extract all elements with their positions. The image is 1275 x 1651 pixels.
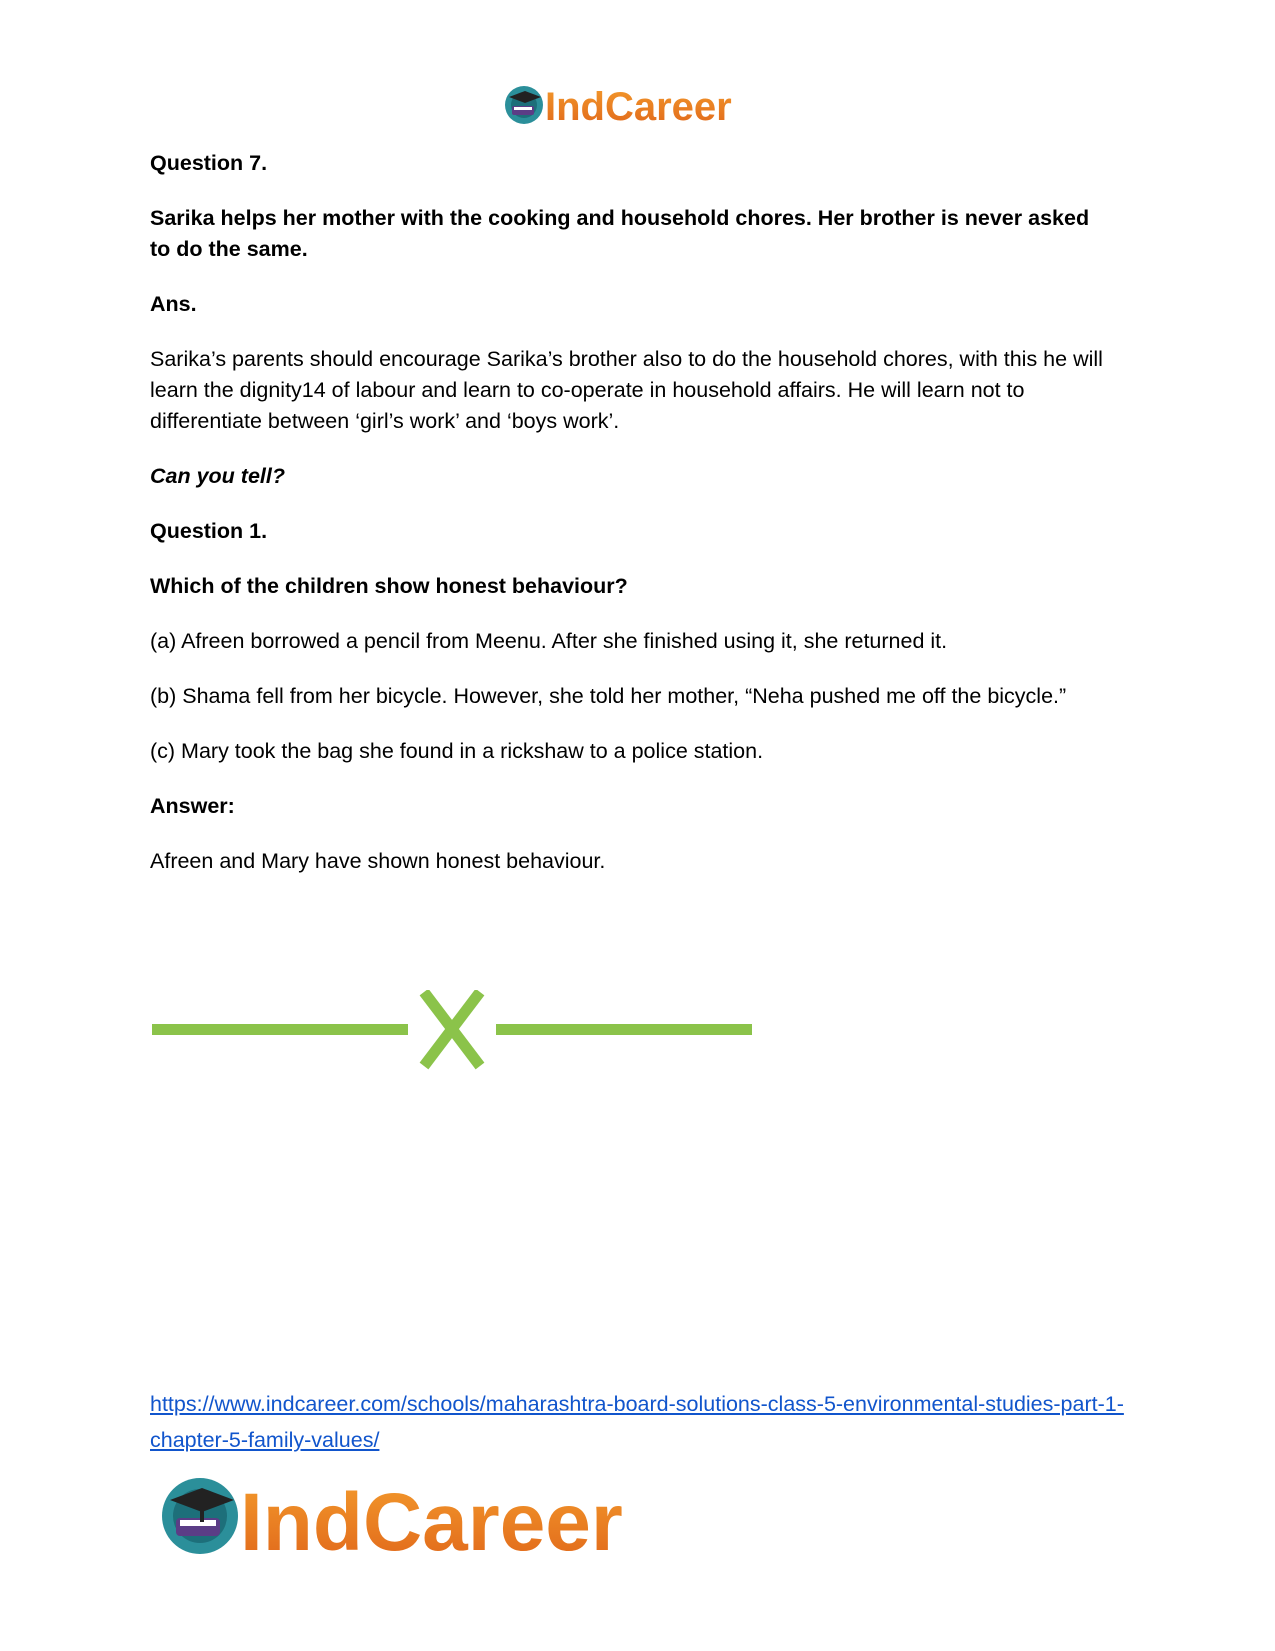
question-7-answer: Sarika’s parents should encourage Sarika’s brother also to do the household chores, with this he will learn the dignity14 of labour and learn to co-operate in household affairs. He will learn not to differentiate between ‘girl’s work’ and ‘boys work’. [150,347,1103,433]
question-7-label: Question 7. [150,151,268,175]
divider-line-right [496,1024,752,1035]
option-b: (b) Shama fell from her bicycle. However, she told her mother, “Neha pushed me off the bicycle.” [150,684,1067,708]
graduation-book-icon [505,86,543,124]
question-1-answer-label: Answer: [150,794,235,818]
indcareer-logo-bottom [160,1470,700,1562]
section-title: Can you tell? [150,464,285,488]
question-1-label: Question 1. [150,519,268,543]
option-c: (c) Mary took the bag she found in a rickshaw to a police station. [150,739,764,763]
option-a: (a) Afreen borrowed a pencil from Meenu. After she finished using it, she returned it. [150,629,948,653]
question-7-text: Sarika helps her mother with the cooking and household chores. Her brother is never asked to do the same. [150,206,1090,261]
x-mark-icon [424,992,480,1066]
source-url-link[interactable]: https://www.indcareer.com/schools/maharashtra-board-solutions-class-5-environmental-studies-part-1-chapter-5-family-values/ [150,1392,1124,1452]
section-divider [150,990,760,1070]
indcareer-logo-top [503,82,773,128]
divider-line-left [152,1024,408,1035]
question-7-answer-label: Ans. [150,292,197,316]
logo-text: IndCareer [240,1477,623,1562]
question-1-answer: Afreen and Mary have shown honest behaviour. [150,849,606,873]
document-body [150,148,1110,901]
logo-text: IndCareer [545,85,732,128]
graduation-book-icon [162,1478,238,1554]
question-1-text: Which of the children show honest behaviour? [150,574,628,598]
